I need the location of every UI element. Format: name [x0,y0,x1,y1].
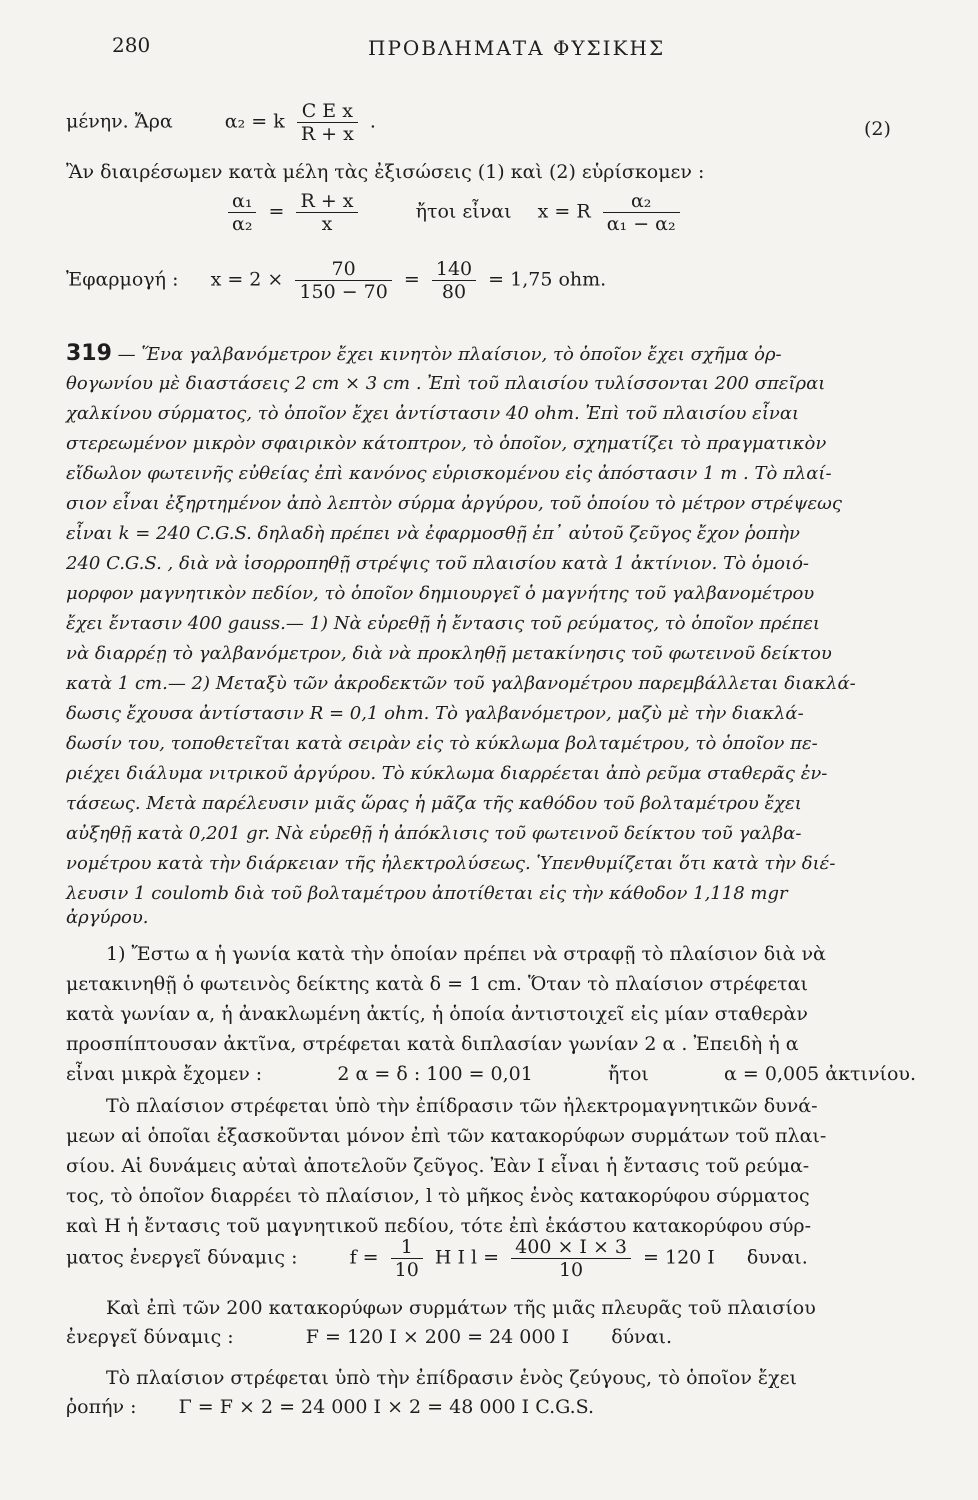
eq2-lhs: α₂ = k [224,110,285,133]
eq2-denominator: R + x [300,123,354,145]
force-eq-result: = 120 I [643,1246,715,1269]
problem-line: 240 C.G.S. , διὰ νὰ ἰσορροπηθῇ στρέψις τοῦ πλαισίου κατὰ 1 ἀκτίνιον. Τὸ ὁμοιό- [66,553,809,574]
problem-line-last: ἀργύρου. [66,907,149,928]
problem-line: ριέχει διάλυμα νιτρικοῦ ἀργύρου. Τὸ κύκλωμα διαρρέεται ἀπὸ ρεῦμα σταθερᾶς ἐν- [66,763,828,784]
solution-line: Τὸ πλαίσιον στρέφεται ὑπὸ τὴν ἐπίδρασιν τῶν ἠλεκτρομαγνητικῶν δυνά- [106,1095,818,1117]
eq4-label: Ἐφαρμογή : [66,268,179,291]
eq3-f1-num: α₁ [228,190,256,213]
problem-line: τάσεως. Μετὰ παρέλευσιν μιᾶς ὥρας ἡ μᾶζα τῆς καθόδου τοῦ βολταμέτρου ἔχει [66,793,802,814]
equation-3 [222,190,686,235]
problem-text-0: Ἕνα γαλβανόμετρον ἔχει κινητὸν πλαίσιον, τὸ ὁποῖον ἔχει σχῆμα ὀρ- [141,344,782,365]
problem-line: νομέτρου κατὰ τὴν διάρκειαν τῆς ἠλεκτρολύσεως. Ὑπενθυμίζεται ὅτι κατὰ τὴν διέ- [66,853,836,874]
problem-line: αὐξηθῇ κατὰ 0,201 gr. Νὰ εὑρεθῇ ἡ ἀπόκλισις τοῦ φωτεινοῦ δείκτου τοῦ γαλβα- [66,823,802,844]
solution-line: Τὸ πλαίσιον στρέφεται ὑπὸ τὴν ἐπίδρασιν ἑνὸς ζεύγους, τὸ ὁποῖον ἔχει [106,1367,797,1389]
equation-label: (2) [864,118,891,140]
equation-4 [66,258,606,303]
eq4-x: x = 2 × [210,268,284,291]
force-eq-unit: δυναι. [746,1246,808,1269]
eq4-frac1 [295,258,391,303]
total-force-equation [66,1326,672,1348]
problem-line: μορφον μαγνητικὸν πεδίον, τὸ ὁποῖον δημιουργεῖ ὁ μαγνήτης τοῦ γαλβανομέτρου [66,583,815,604]
problem-line [66,342,916,367]
eq4-result: = 1,75 ohm. [488,268,607,291]
eq3-f3-num: α₂ [603,190,680,213]
eq3-f2-num: R + x [296,190,357,213]
eq2-lead: μένην. Ἄρα [66,110,173,133]
solution-line: τος, τὸ ὁποῖον διαρρέει τὸ πλαίσιον, l τὸ μῆκος ἑνὸς κατακορύφου σύρματος [66,1185,810,1207]
running-title: ΠΡΟΒΛΗΜΑΤΑ ΦΥΣΙΚΗΣ [368,36,666,60]
problem-line: ἔχει ἔντασιν 400 gauss.— 1) Νὰ εὑρεθῇ ἡ ἔντασις τοῦ ρεύματος, τὸ ὁποῖον πρέπει [66,613,820,634]
problem-number: 319 [66,341,112,366]
small-angle-mid: ἤτοι [608,1063,649,1085]
eq3-mid-text: ἤτοι εἶναι [415,200,512,223]
total-force-unit: δύναι. [611,1326,673,1348]
small-angle-lead: εἶναι μικρὰ ἔχομεν : [66,1063,263,1085]
sentence-divide: Ἂν διαιρέσωμεν κατὰ μέλη τὰς ἐξισώσεις (1) καὶ (2) εὑρίσκομεν : [66,161,705,183]
total-force-eq: F = 120 I × 200 = 24 000 I [305,1326,570,1348]
eq3-f3-den: α₁ − α₂ [606,213,676,235]
equation-2 [66,100,376,145]
eq4-frac2 [432,258,476,303]
force-eq-f2-den: 10 [558,1259,584,1281]
eq3-f2-den: x [321,213,333,235]
small-angle-result: α = 0,005 ἀκτινίου. [724,1063,916,1085]
problem-line: λευσιν 1 coulomb διὰ τοῦ βολταμέτρου ἀποτίθεται εἰς τὴν κάθοδον 1,118 mgr [66,883,788,904]
solution-small-angle [66,1062,916,1086]
problem-line: στερεωμένον μικρὸν σφαιρικὸν κάτοπτρον, τὸ ὁποῖον, σχηματίζει τὸ πραγματικὸν [66,433,827,454]
torque-eq: Γ = F × 2 = 24 000 I × 2 = 48 000 I C.G.S. [178,1396,595,1418]
eq3-frac2 [296,190,357,235]
force-eq-mid: H I l = [434,1246,500,1269]
solution-line: προσπίπτουσαν ἀκτῖνα, στρέφεται κατὰ διπλασίαν γωνίαν 2 α . Ἐπειδὴ ἡ α [66,1033,799,1055]
total-force-lead: ἐνεργεῖ δύναμις : [66,1326,234,1348]
page-number: 280 [112,33,151,57]
problem-line: εἶναι k = 240 C.G.S. δηλαδὴ πρέπει νὰ ἐφαρμοσθῇ ἐπ᾿ αὐτοῦ ζεῦγος ἔχον ῥοπὴν [66,523,800,544]
problem-line: νὰ διαρρέῃ τὸ γαλβανόμετρον, διὰ νὰ προκληθῇ μετακίνησις τοῦ φωτεινοῦ δείκτου [66,643,832,664]
eq4-f1-num: 70 [295,258,391,281]
solution-line: καὶ H ἡ ἔντασις τοῦ μαγνητικοῦ πεδίου, τότε ἐπὶ ἑκάστου κατακορύφου σύρ- [66,1215,812,1237]
problem-line: δωσις ἔχουσα ἀντίστασιν R = 0,1 ohm. Τὸ γαλβανόμετρον, μαζὺ μὲ τὴν διακλά- [66,703,804,724]
problem-line: δωσίν του, τοποθετεῖται κατὰ σειρὰν εἰς τὸ κύκλωμα βολταμέτρου, τὸ ὁποῖον πε- [66,733,818,754]
force-eq-lead: ματος ἐνεργεῖ δύναμις : [66,1246,298,1269]
eq3-frac3 [603,190,680,235]
eq4-f2-num: 140 [432,258,476,281]
problem-line: κατὰ 1 cm.— 2) Μεταξὺ τῶν ἀκροδεκτῶν τοῦ γαλβανομέτρου παρεμβάλλεται διακλά- [66,673,856,694]
solution-line: Καὶ ἐπὶ τῶν 200 κατακορύφων συρμάτων τῆς μιᾶς πλευρᾶς τοῦ πλαισίου [106,1297,816,1319]
solution-line: μεων αἱ ὁποῖαι ἐξασκοῦνται μόνον ἐπὶ τῶν κατακορύφων συρμάτων τοῦ πλαι- [66,1125,827,1147]
force-eq-f1-den: 10 [394,1259,419,1281]
eq4-equals: = [403,268,420,291]
eq3-equals: = [268,200,285,223]
small-angle-eq: 2 α = δ : 100 = 0,01 [337,1063,533,1085]
problem-line: εἴδωλον φωτεινῆς εὐθείας ἐπὶ κανόνος εὑρισκομένου εἰς ἀπόστασιν 1 m . Τὸ πλαί- [66,463,832,484]
torque-lead: ῥοπήν : [66,1396,137,1418]
solution-line: κατὰ γωνίαν α, ἡ ἀνακλωμένη ἀκτίς, ἡ ὁποία ἀντιστοιχεῖ εἰς μίαν σταθερὰν [66,1003,808,1025]
eq3-f1-den: α₂ [232,213,253,235]
problem-line: χαλκίνου σύρματος, τὸ ὁποῖον ἔχει ἀντίστασιν 40 ohm. Ἐπὶ τοῦ πλαισίου εἶναι [66,403,800,424]
force-eq-f2-num: 400 × I × 3 [511,1236,631,1259]
eq2-tail: . [369,110,376,133]
solution-line: μετακινηθῇ ὁ φωτεινὸς δείκτης κατὰ δ = 1 cm. Ὅταν τὸ πλαίσιον στρέφεται [66,973,808,995]
force-eq-frac2 [511,1236,631,1281]
force-equation [66,1236,808,1281]
eq2-numerator: C E x [297,100,358,123]
problem-dash: — [117,344,136,365]
force-eq-f: f = [349,1246,379,1269]
solution-line: σίου. Αἱ δυνάμεις αὐταὶ ἀποτελοῦν ζεῦγος. Ἐὰν I εἶναι ἡ ἔντασις τοῦ ρεύμα- [66,1155,810,1177]
force-eq-f1-num: 1 [391,1236,423,1259]
solution-line: 1) Ἔστω α ἡ γωνία κατὰ τὴν ὁποίαν πρέπει νὰ στραφῇ τὸ πλαίσιον διὰ νὰ [106,943,826,965]
torque-equation [66,1396,594,1418]
eq4-f2-den: 80 [441,281,467,303]
eq3-x: x = R [537,200,591,223]
eq3-frac1 [228,190,256,235]
eq2-fraction [297,100,358,145]
eq4-f1-den: 150 − 70 [299,281,388,303]
problem-line: θογωνίου μὲ διαστάσεις 2 cm × 3 cm . Ἐπὶ τοῦ πλαισίου τυλίσσονται 200 σπεῖραι [66,373,826,394]
force-eq-frac1 [391,1236,423,1281]
problem-line: σιον εἶναι ἐξηρτημένον ἀπὸ λεπτὸν σύρμα ἀργύρου, τοῦ ὁποίου τὸ μέτρον στρέψεως [66,493,842,514]
